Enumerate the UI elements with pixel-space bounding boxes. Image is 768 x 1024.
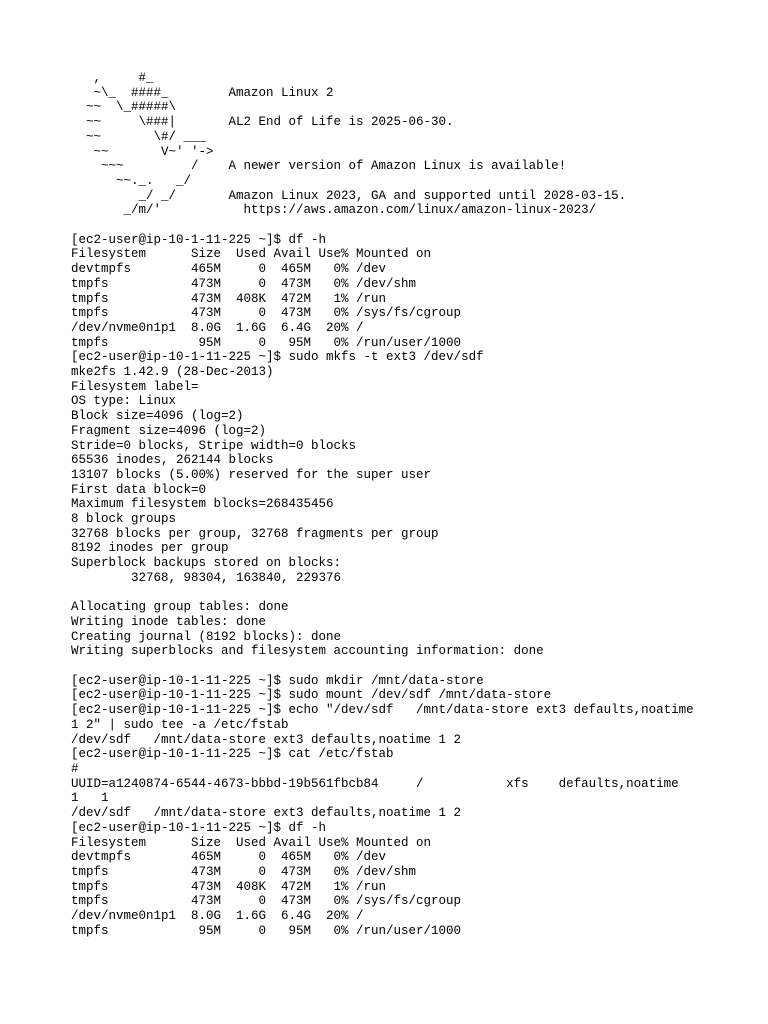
terminal-line: 13107 blocks (5.00%) reserved for the super user	[71, 467, 432, 482]
terminal-line: First data block=0	[71, 482, 207, 497]
terminal-line: ~~ \#/ ___	[71, 129, 207, 144]
command-prompt-line: [ec2-user@ip-10-1-11-225 ~]$ echo "/dev/sdf /mnt/data-store ext3 defaults,noatime	[71, 703, 694, 718]
terminal-line: /dev/sdf /mnt/data-store ext3 defaults,noatime 1 2	[71, 732, 462, 747]
command-prompt-line: [ec2-user@ip-10-1-11-225 ~]$ cat /etc/fstab	[71, 747, 394, 762]
terminal-line: tmpfs 473M 0 473M 0% /dev/shm	[71, 276, 417, 291]
terminal-line: tmpfs 473M 408K 472M 1% /run	[71, 879, 387, 894]
command-prompt-line: [ec2-user@ip-10-1-11-225 ~]$ sudo mkfs -t ext3 /dev/sdf	[71, 350, 484, 365]
terminal-line: ~~ \_#####\	[71, 100, 177, 115]
terminal-line: 8192 inodes per group	[71, 541, 229, 556]
terminal-line: Block size=4096 (log=2)	[71, 409, 244, 424]
terminal-line: #	[71, 762, 79, 776]
terminal-line: 32768 blocks per group, 32768 fragments per group	[71, 526, 439, 541]
terminal-line: UUID=a1240874-6544-4673-bbbd-19b561fbcb84 / xfs defaults,noatime	[71, 776, 679, 791]
terminal-line: tmpfs 95M 0 95M 0% /run/user/1000	[71, 923, 462, 938]
command-prompt-line: [ec2-user@ip-10-1-11-225 ~]$ sudo mkdir /mnt/data-store	[71, 673, 484, 688]
terminal-line: ~~~ / A newer version of Amazon Linux is available!	[71, 159, 567, 174]
terminal-line: 8 block groups	[71, 512, 177, 527]
command-prompt-line: [ec2-user@ip-10-1-11-225 ~]$ df -h	[71, 820, 327, 835]
terminal-line: Fragment size=4096 (log=2)	[71, 423, 267, 438]
terminal-line: 1 1	[71, 791, 109, 806]
terminal-line: ~~._. _/	[71, 173, 192, 188]
terminal-line: ~~ \###| AL2 End of Life is 2025-06-30.	[71, 115, 454, 130]
terminal-line: OS type: Linux	[71, 394, 177, 409]
terminal-line: tmpfs 473M 0 473M 0% /dev/shm	[71, 864, 417, 879]
terminal-line: Filesystem Size Used Avail Use% Mounted on	[71, 247, 432, 262]
terminal-line: /dev/nvme0n1p1 8.0G 1.6G 6.4G 20% /	[71, 320, 364, 335]
command-prompt-line: [ec2-user@ip-10-1-11-225 ~]$ df -h	[71, 232, 327, 247]
terminal-line: _/ _/ Amazon Linux 2023, GA and supported until 2028-03-15.	[71, 188, 627, 203]
terminal-line: /dev/sdf /mnt/data-store ext3 defaults,noatime 1 2	[71, 806, 462, 821]
terminal-line: ~~ V~' '->	[71, 144, 214, 159]
terminal-line: Writing inode tables: done	[71, 614, 267, 629]
terminal-line: tmpfs 473M 0 473M 0% /sys/fs/cgroup	[71, 894, 462, 909]
terminal-line: mke2fs 1.42.9 (28-Dec-2013)	[71, 365, 274, 380]
terminal-line: devtmpfs 465M 0 465M 0% /dev	[71, 850, 387, 865]
blank-line	[71, 659, 768, 674]
terminal-line: Superblock backups stored on blocks:	[71, 556, 342, 571]
terminal-line: 32768, 98304, 163840, 229376	[71, 570, 342, 585]
terminal-line: Creating journal (8192 blocks): done	[71, 629, 342, 644]
terminal-line: Allocating group tables: done	[71, 600, 289, 615]
terminal-line: Writing superblocks and filesystem accounting information: done	[71, 644, 544, 659]
terminal-line: /dev/nvme0n1p1 8.0G 1.6G 6.4G 20% /	[71, 909, 364, 924]
terminal-line: Filesystem label=	[71, 379, 199, 394]
command-prompt-line: [ec2-user@ip-10-1-11-225 ~]$ sudo mount /dev/sdf /mnt/data-store	[71, 688, 552, 703]
terminal-line: Filesystem Size Used Avail Use% Mounted on	[71, 835, 432, 850]
terminal-line: 1 2" | sudo tee -a /etc/fstab	[71, 717, 289, 732]
terminal-line: tmpfs 95M 0 95M 0% /run/user/1000	[71, 335, 462, 350]
terminal-line: Stride=0 blocks, Stripe width=0 blocks	[71, 438, 357, 453]
terminal-line: , #_	[71, 71, 154, 85]
terminal-line: Maximum filesystem blocks=268435456	[71, 497, 334, 512]
blank-line	[71, 218, 768, 233]
blank-line	[71, 586, 768, 601]
terminal-line: devtmpfs 465M 0 465M 0% /dev	[71, 262, 387, 277]
terminal-line: 65536 inodes, 262144 blocks	[71, 453, 274, 468]
terminal-line: tmpfs 473M 408K 472M 1% /run	[71, 291, 387, 306]
terminal-line: tmpfs 473M 0 473M 0% /sys/fs/cgroup	[71, 306, 462, 321]
terminal-line: _/m/' https://aws.amazon.com/linux/amazon-linux-2023/	[71, 203, 597, 218]
terminal-line: ~\_ ####_ Amazon Linux 2	[71, 85, 334, 100]
